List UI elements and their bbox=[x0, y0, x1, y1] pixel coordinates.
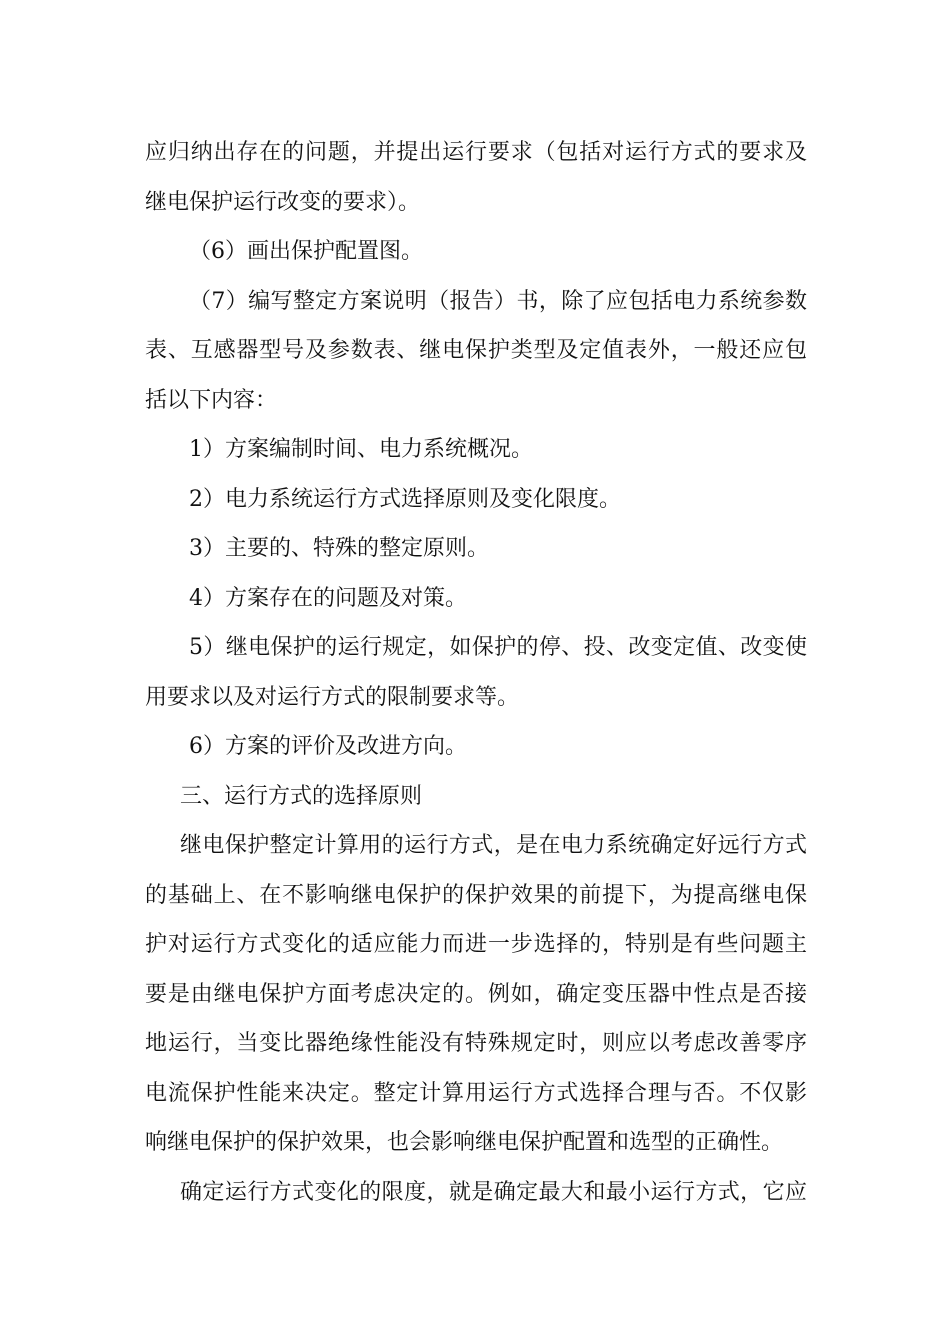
list-item: 3）主要的、特殊的整定原则。 bbox=[189, 536, 489, 561]
text-line: 的基础上、在不影响继电保护的保护效果的前提下，为提高继电保 bbox=[145, 882, 807, 908]
text-line: 确定运行方式变化的限度，就是确定最大和最小运行方式，它应 bbox=[180, 1179, 807, 1205]
document-body bbox=[145, 128, 807, 1217]
list-item: 5）继电保护的运行规定，如保护的停、投、改变定值、改变使 bbox=[189, 635, 807, 660]
text-line: 继电保护整定计算用的运行方式，是在电力系统确定好远行方式 bbox=[180, 833, 807, 858]
list-item: 1）方案编制时间、电力系统概况。 bbox=[189, 437, 533, 462]
text-line: 响继电保护的保护效果，也会影响继电保护配置和选型的正确性。 bbox=[145, 1130, 784, 1155]
text-line: 括以下内容： bbox=[145, 387, 278, 413]
list-item: 4）方案存在的问题及对策。 bbox=[189, 585, 467, 611]
section-heading: 三、运行方式的选择原则 bbox=[180, 783, 423, 809]
text-line: 护对运行方式变化的适应能力而进一步选择的，特别是有些问题主 bbox=[145, 932, 807, 957]
list-item: 6）方案的评价及改进方向。 bbox=[189, 734, 467, 759]
text-line: 要是由继电保护方面考虑决定的。例如，确定变压器中性点是否接 bbox=[145, 981, 807, 1007]
text-line: （6）画出保护配置图。 bbox=[189, 239, 423, 264]
text-line: （7）编写整定方案说明（报告）书，除了应包括电力系统参数 bbox=[189, 288, 807, 314]
text-line: 用要求以及对运行方式的限制要求等。 bbox=[145, 684, 520, 710]
text-line: 地运行，当变比器绝缘性能没有特殊规定时，则应以考虑改善零序 bbox=[145, 1031, 807, 1056]
list-item: 2）电力系统运行方式选择原则及变化限度。 bbox=[189, 486, 621, 512]
text-line: 应归纳出存在的问题，并提出运行要求（包括对运行方式的要求及 bbox=[145, 140, 807, 165]
text-line: 表、互感器型号及参数表、继电保护类型及定值表外，一般还应包 bbox=[145, 338, 807, 363]
text-line: 电流保护性能来决定。整定计算用运行方式选择合理与否。不仅影 bbox=[145, 1080, 807, 1106]
text-line: 继电保护运行改变的要求）。 bbox=[145, 189, 421, 215]
